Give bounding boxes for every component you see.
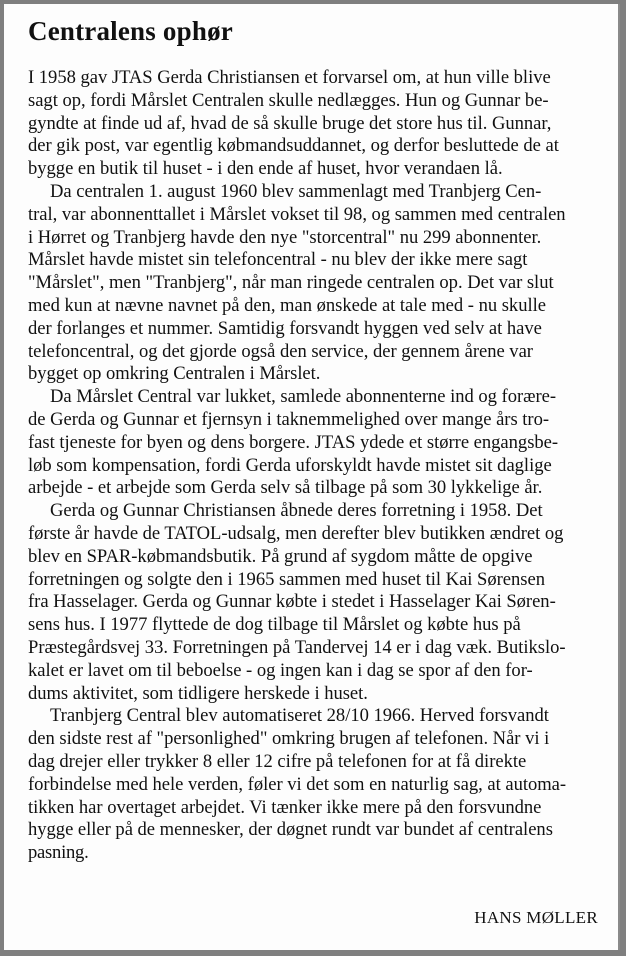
text-line: Tranbjerg Central blev automatiseret 28/10 1966. Herved forsvandt [50, 705, 549, 727]
text-line: Da centralen 1. august 1960 blev sammenlagt med Tranbjerg Cen- [50, 180, 542, 202]
text-line: arbejde - et arbejde som Gerda selv så tilbage på som 30 lykkelige år. [28, 477, 543, 499]
text-line: I 1958 gav JTAS Gerda Christiansen et forvarsel om, at hun ville blive [28, 67, 551, 88]
text-line: Da Mårslet Central var lukket, samlede abonnenterne ind og forære- [50, 386, 557, 408]
text-line: bygge en butik til huset - i den ende af huset, hvor verandaen lå. [28, 158, 503, 180]
text-line: telefoncentral, og det gjorde også den service, der gennem årene var [28, 340, 533, 362]
text-line: de Gerda og Gunnar et fjernsyn i taknemmelighed over mange års tro- [28, 408, 550, 430]
text-line: dag drejer eller trykker 8 eller 12 cifre på telefonen for at få direkte [28, 750, 527, 772]
text-line: sagt op, fordi Mårslet Centralen skulle nedlægges. Hun og Gunnar be- [28, 89, 549, 111]
text-line: løb som kompensation, fordi Gerda uforskyldt havde mistet sit daglige [28, 454, 552, 476]
text-line: fra Hasselager. Gerda og Gunnar købte i stedet i Hasselager Kai Søren- [28, 591, 556, 613]
text-line: bygget op omkring Centralen i Mårslet. [28, 363, 321, 385]
text-line: Gerda og Gunnar Christiansen åbnede deres forretning i 1958. Det [50, 500, 543, 522]
text-line: Mårslet havde mistet sin telefoncentral - nu blev der ikke mere sagt [28, 249, 528, 271]
text-line: pasning. [28, 842, 89, 864]
text-line: den sidste rest af "personlighed" omkring brugen af telefonen. Når vi i [28, 728, 550, 750]
text-line: med kun at nævne navnet på den, man ønskede at tale med - nu skulle [28, 294, 546, 316]
text-line: forbindelse med hele verden, føler vi det som en naturlig sag, at automa- [28, 773, 567, 795]
text-line: sens hus. I 1977 flyttede de dog tilbage til Mårslet og købte hus på [28, 614, 521, 636]
text-line: "Mårslet", men "Tranbjerg", når man ringede centralen op. Det var slut [28, 272, 554, 294]
text-line: i Hørret og Tranbjerg havde den nye "storcentral" nu 299 abonnenter. [28, 226, 542, 248]
text-line: kalet er lavet om til beboelse - og ingen kan i dag se spor af den for- [28, 659, 533, 681]
text-line: tikken har overtaget arbejdet. Vi tænker ikke mere på den forsvundne [28, 796, 542, 818]
text-line: hygge eller på de mennesker, der døgnet rundt var bundet af centralens [28, 819, 553, 841]
text-line: gyndte at finde ud af, hvad de så skulle bruge det store hus til. Gunnar, [28, 112, 552, 134]
text-line: første år havde de TATOL-udsalg, men derefter blev butikken ændret og [28, 522, 564, 544]
article-body [28, 67, 608, 865]
text-line: forretningen og solgte den i 1965 sammen med huset til Kai Sørensen [28, 568, 545, 590]
text-line: der forlanges et nummer. Samtidig forsvandt hyggen ved selv at have [28, 317, 542, 339]
article-title: Centralens ophør [28, 16, 233, 46]
text-line: dums aktivitet, som tidligere herskede i huset. [28, 682, 368, 704]
author-signature: HANS MØLLER [474, 908, 598, 927]
text-line: tral, var abonnenttallet i Mårslet vokset til 98, og sammen med centralen [28, 203, 566, 225]
text-line: der gik post, var egentlig købmandsuddannet, og derfor besluttede de at [28, 135, 559, 157]
text-line: blev en SPAR-købmandsbutik. På grund af sygdom måtte de opgive [28, 545, 533, 567]
text-line: Præstegårdsvej 33. Forretningen på Tandervej 14 er i dag væk. Butikslo- [28, 636, 566, 658]
document-page [4, 4, 620, 950]
text-line: fast tjeneste for byen og dens borgere. JTAS ydede et større engangsbe- [28, 431, 559, 453]
